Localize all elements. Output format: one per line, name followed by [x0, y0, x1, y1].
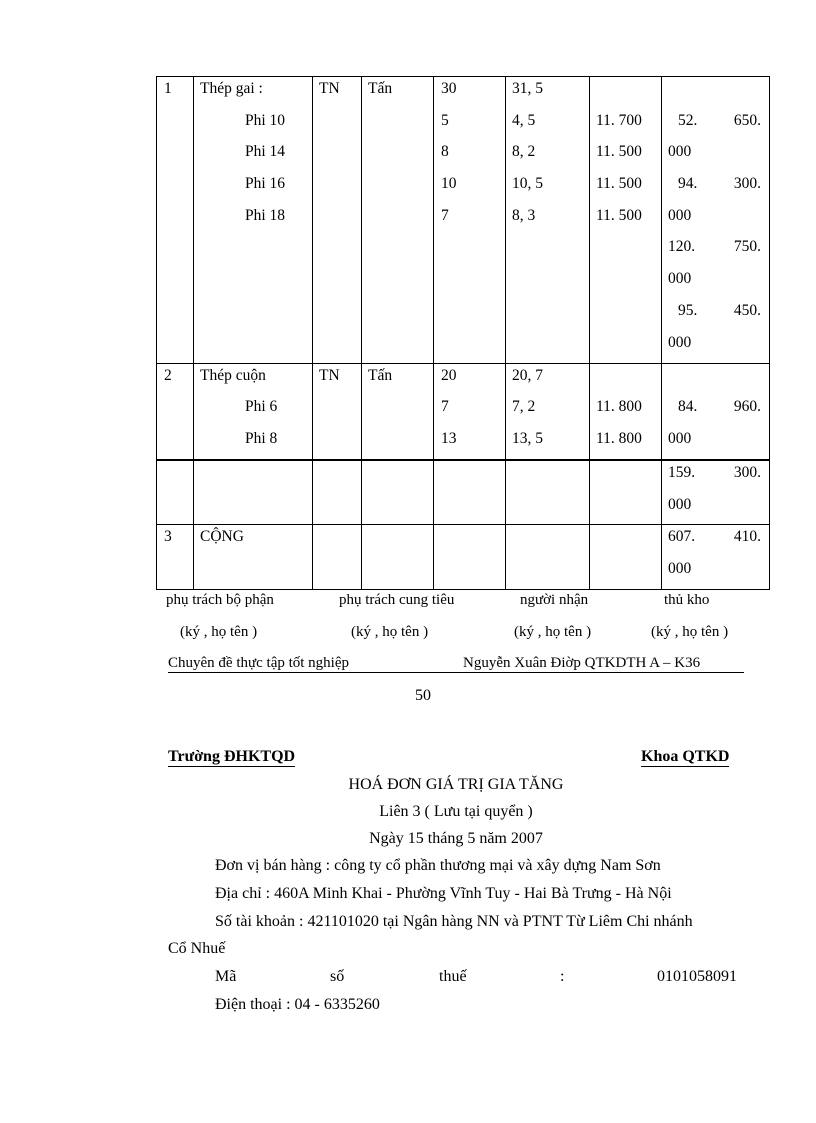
qty2-cell: 20, 7 7, 2 13, 5 — [506, 363, 590, 460]
amount-cell: 84. 960. 000 — [662, 363, 770, 460]
qty2-cell: 31, 5 4, 5 8, 2 10, 5 8, 3 — [506, 77, 590, 364]
tax-label-ma: Mã — [215, 968, 237, 985]
page-number: 50 — [415, 687, 431, 704]
footer-rule — [168, 672, 744, 673]
stt-cell: 1 — [157, 77, 194, 364]
unit1-cell: TN — [313, 77, 362, 364]
signature-role-3: người nhận — [520, 592, 589, 608]
amount-cell: 607. 410. 000 — [662, 525, 770, 590]
footer-topic: Chuyên đề thực tập tốt nghiệp — [168, 655, 350, 671]
goods-table — [156, 76, 770, 590]
signature-note-4: (ký , họ tên ) — [651, 624, 729, 640]
table-row — [157, 77, 770, 364]
product-name-cell: Thép gai : Phi 10 Phi 14 Phi 16 Phi 18 — [194, 77, 313, 364]
table-row — [157, 363, 770, 460]
tax-colon: : — [560, 968, 565, 985]
subtotal-row — [157, 460, 770, 525]
total-row — [157, 525, 770, 590]
address-line: Địa chỉ : 460A Minh Khai - Phường Vĩnh Tuy - Hai Bà Trưng - Hà Nội — [215, 885, 672, 902]
invoice-date: Ngày 15 tháng 5 năm 2007 — [369, 830, 543, 847]
tax-code: 0101058091 — [657, 968, 737, 985]
price-cell: 11. 700 11. 500 11. 500 11. 500 — [590, 77, 662, 364]
unit2-cell: Tấn — [362, 363, 434, 460]
price-cell: 11. 800 11. 800 — [590, 363, 662, 460]
invoice-copy: Liên 3 ( Lưu tại quyển ) — [379, 803, 533, 820]
footer-author: Nguyễn Xuân Điờp QTKDTH A – K36 — [463, 655, 701, 671]
signature-note-2: (ký , họ tên ) — [351, 624, 429, 640]
qty1-cell: 30 5 8 10 7 — [434, 77, 506, 364]
tax-label-so: số — [330, 968, 345, 985]
stt-cell: 3 — [157, 525, 194, 590]
signature-role-1: phụ trách bộ phận — [166, 592, 274, 608]
phone-line: Điện thoại : 04 - 6335260 — [215, 996, 380, 1013]
product-name-cell: Thép cuộn Phi 6 Phi 8 — [194, 363, 313, 460]
account-line: Số tài khoản : 421101020 tại Ngân hàng NN và PTNT Từ Liêm Chi nhánh — [215, 913, 693, 930]
faculty-header: Khoa QTKD — [641, 748, 730, 765]
total-label: CỘNG — [194, 525, 313, 590]
signature-role-2: phụ trách cung tiêu — [339, 592, 455, 608]
invoice-title: HOÁ ĐƠN GIÁ TRỊ GIA TĂNG — [348, 776, 564, 793]
unit1-cell: TN — [313, 363, 362, 460]
seller-line: Đơn vị bán hàng : công ty cổ phần thương mại và xây dựng Nam Sơn — [215, 857, 661, 874]
qty1-cell: 20 7 13 — [434, 363, 506, 460]
amount-cell: 159. 300. 000 — [662, 460, 770, 525]
stt-cell: 2 — [157, 363, 194, 460]
school-header: Trường ĐHKTQD — [168, 748, 296, 765]
account-line-cont: Cổ Nhuế — [168, 940, 226, 957]
unit2-cell: Tấn — [362, 77, 434, 364]
tax-label-thue: thuế — [439, 968, 467, 985]
signature-note-1: (ký , họ tên ) — [180, 624, 258, 640]
amount-cell: 52. 650. 000 94. 300. 000 120. 750. 000 95. 450. 000 — [662, 77, 770, 364]
signature-role-4: thủ kho — [664, 592, 710, 608]
signature-note-3: (ký , họ tên ) — [514, 624, 592, 640]
